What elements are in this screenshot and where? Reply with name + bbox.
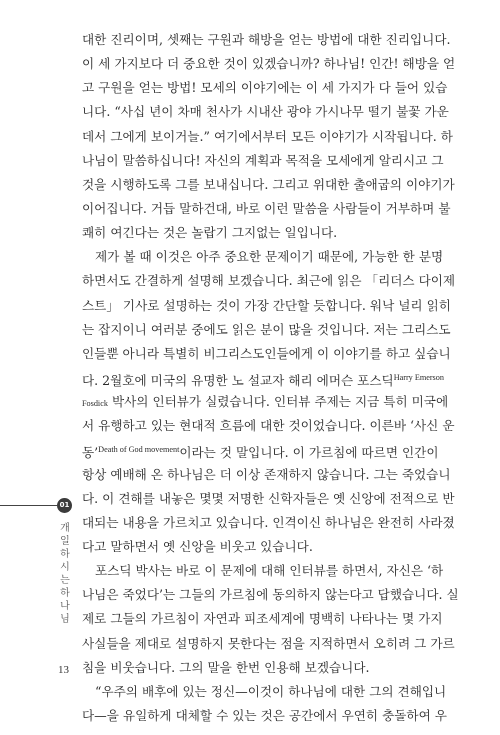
text-line: 항상 예배해 온 하나님은 더 이상 존재하지 않습니다. 그는 죽었습니 [82,466,451,482]
text-line: 다. 이 견해를 내놓은 몇몇 저명한 신학자들은 옛 신앙에 전적으로 반 [82,490,455,506]
text-line: 나님은 죽었다’는 그들의 가르침에 동의하지 않는다고 답했습니다. 실 [82,587,459,603]
paragraph-4 [82,680,478,728]
text-line: 이 세 가지보다 더 중요한 것이 있겠습니까? 하나님! 인간! 해방을 얻 [82,56,456,72]
text-line: 침을 비웃습니다. 그의 말을 한번 인용해 보겠습니다. [82,659,370,675]
text-line: 는 잡지이니 여러분 중에도 읽은 분이 많을 것입니다. 저는 그리스도 [82,321,451,337]
paragraph-3 [82,559,478,680]
text-segment: 다. 2월호에 미국의 유명한 노 설교자 해리 에머슨 포스딕 [82,373,394,389]
running-title: 개 일 하 시 는 하 나 님 [60,523,70,625]
chapter-number-badge: 01 [57,498,72,513]
text-line [82,366,478,390]
text-line: 인들뿐 아니라 특별히 비그리스도인들에게 이 이야기를 하고 싶습니 [82,345,451,361]
text-line: 포스딕 박사는 바로 이 문제에 대해 인터뷰를 하면서, 자신은 ‘하 [95,563,444,579]
english-gloss: Harry Emerson [393,372,444,382]
body-text [82,28,478,728]
paragraph-1 [82,28,478,245]
english-gloss: Death of God movement [98,445,180,455]
text-segment: 이라는 것 말입니다. 이 가르침에 따르면 인간이 [179,445,439,461]
text-line: 나님이 말씀하십니다! 자신의 계획과 목적을 모세에게 알리시고 그 [82,152,444,168]
text-line: “우주의 배후에 있는 정신—이것이 하나님에 대한 그의 견해입니 [95,683,447,699]
text-line: 대되는 내용을 가르치고 있습니다. 인격이신 하나님은 완전히 사라졌 [82,514,455,530]
text-line [82,390,478,414]
text-line: 고 구원을 얻는 방법! 모세의 이야기에는 이 세 가지가 다 들어 있습 [82,80,448,96]
text-line: 다—을 유일하게 대체할 수 있는 것은 공간에서 우연히 충돌하여 우 [82,707,447,723]
text-line: 대한 진리이며, 셋째는 구원과 해방을 얻는 방법에 대한 진리입니다. [82,32,451,47]
text-line [82,438,478,462]
text-line: 제로 그들의 가르침이 자연과 피조세계에 명백히 나타나는 몇 가지 [82,611,443,627]
side-rule [0,505,57,506]
text-line: 서 유행하고 있는 현대적 흐름에 대한 것이었습니다. 이른바 ‘사신 운 [82,418,455,434]
text-line: 하면서도 간결하게 설명해 보겠습니다. 최근에 읽은 「리더스 다이제 [82,273,456,289]
text-line: 니다. “사십 년이 차매 천사가 시내산 광야 가시나무 떨기 불꽃 가운 [82,104,449,120]
text-line: 다고 말하면서 옛 신앙을 비웃고 있습니다. [82,538,313,554]
text-line: 제가 볼 때 이것은 아주 중요한 문제이기 때문에, 가능한 한 분명 [95,249,444,265]
text-line: 스트」 기사로 설명하는 것이 가장 간단할 듯합니다. 워낙 널리 읽히 [82,297,451,313]
text-line: 데서 그에게 보이거늘.” 여기에서부터 모든 이야기가 시작됩니다. 하 [82,128,453,144]
english-gloss: Fosdick [82,399,108,409]
text-line: 쾌히 여긴다는 것은 놀랍기 그지없는 일입니다. [82,225,338,241]
text-line: 사실들을 제대로 설명하지 못한다는 점을 지적하면서 오히려 그 가르 [82,635,455,651]
text-segment: 동’ [82,445,99,461]
page-number: 13 [58,664,69,676]
text-segment: 박사의 인터뷰가 실렸습니다. 인터뷰 주제는 지금 특히 미국에 [107,394,449,410]
paragraph-2 [82,245,478,559]
text-line: 것을 시행하도록 그를 보내십니다. 그리고 위대한 출애굽의 이야기가 [82,176,455,192]
text-line: 이어집니다. 거듭 말하건대, 바로 이런 말씀을 사람들이 거부하며 불 [82,200,451,216]
